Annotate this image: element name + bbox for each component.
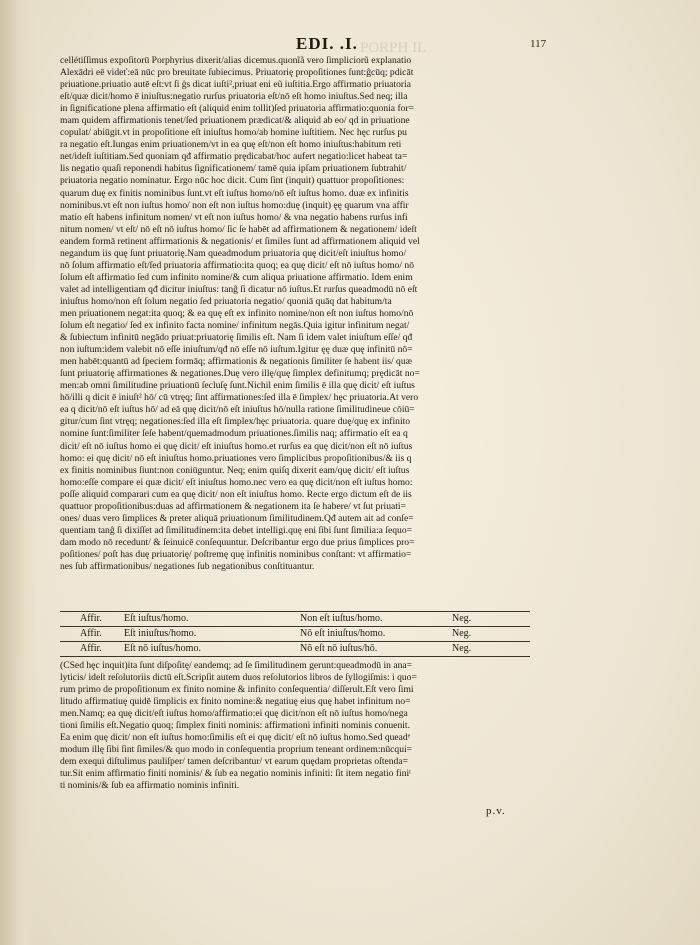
text-line: priuatoria negatio nominatur. Ergo nūc hoc dicit. Cum ſint (inquit) quattuor propoſitiones:	[60, 175, 405, 187]
text-line: dam modo nō recedunt/ & ſeinuicē conſequuntur. Deſcribantur ergo due prius ſimplices pro=	[60, 536, 415, 548]
commentary-line: tur.Sit enim affirmatio finiti nominis/ & ſub ea negatio nominis infiniti: ſit item negatio finiᵗ	[60, 768, 411, 780]
text-line: poſſe aliquid comparari cum ea quę dicit/ non eſt iniuſtus homo. Recte ergo dictum eſt de iis	[60, 488, 412, 500]
text-line: cellétiſſimus expoſitorū Porphyrius dixerit/alias dicemus.quonĩã vero ſimpliciorũ explanatio	[60, 55, 412, 66]
negation-label: Neg.	[452, 643, 472, 654]
commentary-line: (CSed hęc inquit)ita ſunt diſpoſitę/ eandemq; ad ſe ſimilitudinem gerunt:queadmodū in ana=	[60, 660, 413, 671]
negative-proposition: Nō eſt nō iuſtus/hō.	[300, 643, 378, 654]
text-line: homo: ei quę dicit/ nō eſt iniuſtus homo.priuationes vero ſimplicibus propoſitionibus/& iis q	[60, 452, 412, 464]
text-line: matio eſt habens infinitum nomen/ vt eſt non iuſtus homo/ & vna negatio habens rurſus infi	[60, 211, 408, 223]
text-line: valet ad intelligentiam qđ dicitur iniuſtus: tanĝ ſi dicatur nō iuſtus.Et rurſus queadmodū nō eſt	[60, 283, 418, 295]
commentary-line: rum primo de propoſitionum ex finito nomine & infinito conſequentia/ diſſerult.Eſt vero ſimi	[60, 684, 414, 696]
proposition-table	[60, 611, 530, 657]
negation-label: Neg.	[452, 628, 472, 639]
main-text-block	[60, 55, 548, 573]
text-line: priuatione.priuatio autē eſt:vt ſi ģs dicat iuſti²,priuat eni eũ iuſtitia.Ergo affirmatio priuatoria	[60, 79, 412, 91]
text-line: ſunt priuatorię affirmationes & negationes.Duę vero illę/quę ſimplex definitumq; prędicāt no=	[60, 368, 420, 380]
table-row	[60, 627, 530, 642]
affirmative-proposition: Eſt iniuſtus/homo.	[124, 628, 197, 639]
text-line: quattuor propoſitionibus:duas ad affirmationem & negationem ita ſe habere/ vt ſut priuati=	[60, 500, 406, 512]
commentary-line: men.Namq; ea quę dicit/eſt iuſtus homo/affirmatio:ei quę dicit/non eſt nō iuſtus homo/nega	[60, 708, 408, 720]
text-line: nitum nomen/ vt eſt/ nō eſt nō iuſtus homo/ ſic ſe habēt ad affirmationem & negationem/ ideſt	[60, 223, 417, 235]
text-line: ſolum eſt affirmatio ſed cum infinito nomine/& cum aliqua priuatione affirmatio. Idem enim	[60, 271, 413, 283]
text-line: homo:eſſe compare ei quæ dicit/ eſt iniuſtus homo.nec vero ea quę dicit/non eſt iuſtus homo:	[60, 476, 413, 488]
text-line: & ſubiectum infinitū negādo priuat:priuatorię ſimilis eſt. Nam ſi idem valet iniuſtum eſſe/ qđ	[60, 332, 413, 344]
signature-mark: p.v.	[486, 805, 506, 817]
affirmation-label: Affir.	[80, 613, 102, 624]
text-line: ones/ duas vero ſimplices & preter aliquā priuationum ſimilitudinem.Qđ autem ait ad conſe=	[60, 512, 414, 524]
affirmative-proposition: Eſt nō iuſtus/homo.	[124, 643, 201, 654]
page-header	[0, 34, 700, 56]
running-title: EDI. .I.	[296, 34, 358, 53]
text-line: copulat/ abiūgit.vt in propoſitione eſt iniuſtus homo/ab homine iuſtitiem. Nec hęc rurſus pu	[60, 127, 407, 139]
text-line: ea q dicit/nō eſt iuſtus hō/ ad eā quę dicit/nō eſt iniuſtus hō/nulla ratione ſimilitudineue cōiū=	[60, 404, 415, 416]
page-gutter-shadow	[0, 0, 38, 945]
commentary-line: ti nominis/& ſub ea affirmatio nominis infiniti.	[60, 780, 240, 792]
text-line: non iuſtum:idem valebit nō eſſe iniuſtum/qđ nō eſſe nō iuſtum.Igitur ęę duæ quę infinitū nō=	[60, 344, 413, 356]
table-row	[60, 611, 530, 627]
text-line: Alexādri eē videť:eā nūc pro breuitate ſubiecimus. Priuatorię propoſitiones ſunt:ĝcūq; pdicāt	[60, 67, 414, 79]
text-line: gitur/cum ſint vtręq; negationes:ſed illa eſt ſimplex/hęc priuatoria. quare duę/quę ex infinito	[60, 416, 411, 428]
affirmative-proposition: Eſt iuſtus/homo.	[124, 613, 189, 624]
text-line: mam quidem affirmationis tenet/ſed priuationem prædicat/& aliquid ab eo/ qd in priuatione	[60, 115, 410, 127]
affirmation-label: Affir.	[80, 643, 102, 654]
text-line: men habēt:quantū ad ſpeciem formāq; affirmationis & negationis ſimiliter ſe habent iis/ quæ	[60, 356, 413, 368]
text-line: ex finitis nominibus ſiunt:non coniūguntur. Neq; enim quiſq dixerit eam/quę dicit/ eſt iuſtus	[60, 464, 410, 476]
negative-proposition: Nō eſt iniuſtus/homo.	[300, 628, 386, 639]
text-line: iniuſtus homo/non eſt ſolum negatio ſed priuatoria negatio/ quoniā quāq dat habitum/ta	[60, 295, 392, 307]
text-line: in ſignificatione plena affirmatio eſt (aliquid enim tollit)ſed priuatoria affirmatio:quonia for=	[60, 103, 415, 115]
text-line: ſolum eſt negatio/ ſed ex infinito facta nomine/ infinitum negās.Quia igitur infinitum negat/	[60, 320, 410, 332]
text-line: nes ſub affirmationibus/ negationes ſub negationibus conſtituantur.	[60, 560, 315, 572]
commentary-line: modum illę ſibi ſint ſimiles/& quo modo in conſequentia proprium teneant ordinem:nūcqui=	[60, 744, 413, 756]
text-line: negandum iis quę ſunt priuatorię.Nam queadmodum priuatoria quę dicit/eſt iniuſtus homo/	[60, 247, 407, 259]
commentary-line: lyticis/ ideſt reſolutoriis dictū eſt.Scripſit autem duos reſolutorios libros de ſyllogiſmis: i quo=	[60, 672, 417, 684]
affirmation-label: Affir.	[80, 628, 102, 639]
negative-proposition: Non eſt iuſtus/homo.	[300, 613, 383, 624]
text-line: ra negatio eſt.Iungas enim priuationem/vt in ea quę eſt/non eſt homo iniuſtus:habitum reti	[60, 139, 402, 151]
commentary-line: tioni ſimilis eſt.Negatio quoq; ſimplex finiti nominis: affirmationi infiniti nominis conuenit.	[60, 720, 410, 732]
negation-label: Neg.	[452, 613, 472, 624]
text-line: eandem formā retinent affirmationis & negationis/ et ſimiles ſunt ad affirmationem aliquid vel	[60, 235, 420, 247]
text-line: hō/illi q dicit ē iniuſt² hō/ cū vtręq; ſint affirmationes:ſed illa ē ſimplex/ hęc priuatoria.At vero	[60, 392, 419, 404]
text-line: net/ideſt iuſtitiam.Sed quoniam qđ affirmatio prędicabat/hoc aufert negatio:licet habeat ta=	[60, 151, 408, 163]
folio-number: 117	[530, 38, 547, 50]
text-line: dicit/ eſt nō iuſtus homo ei quę dicit/ eſt iniuſtus homo.et rurſus ea quę dicit/non eſt nō iuſtus	[60, 440, 413, 452]
text-line: lis negatio quaſi reponendi habitus ſignificationem/ tamē quia ipſam priuationem ſubtrahit/	[60, 163, 407, 175]
text-line: nomine ſunt:ſimiliter ſeſe habent/quemadmodum priuationes.ſimilis naq; affirmatio eſt ea q	[60, 428, 408, 440]
text-line: quentiam tanĝ ſi dixiſſet ad ſimilitudinem:ita debet intelligi.quę eni ſibi ſunt ſimilia:a ſequo=	[60, 524, 413, 536]
commentary-line: dem exequi diſtulimus pauliſper/ tamen deſcribantur/ vt earum quędam proprietas oſtenda=	[60, 756, 409, 768]
commentary-text-block	[60, 660, 548, 793]
commentary-line: litudo affirmatiuę quidē ſimplicis ex finito nomine:& negatiuę eius quę habet infinitum no=	[60, 696, 411, 708]
commentary-line: Ea enim quę dicit/ non eſt iuſtus homo:ſimilis eſt ei quę dicit/ eſt nō iuſtus homo.Sed queadᵉ	[60, 732, 411, 744]
text-line: men priuationem negat:ita quoq; & ea quę eſt ex infinito nomine/non eſt non iuſtus homo/nō	[60, 307, 414, 319]
text-line: eſt/quæ dicit/homo ē iniuſtus:negatio rurſus priuatoria eſt/nō eſt homo iniuſtus.Sed neq; illa	[60, 91, 408, 103]
text-line: poſitiones/ poſt has duę priuatorię/ poſtremę quę infinitis nominibus conſtant: vt affirmatio=	[60, 548, 412, 560]
text-line: nominibus.vt eſt non iuſtus homo/ non eſt non iuſtus homo:duę (inquit) ęę quarum vna affir	[60, 199, 409, 211]
text-line: nō ſolum affirmatio eſt/ſed priuatoria affirmatio:ita quoq; ea quę dicit/ eſt nō iuſtus homo/ nō	[60, 259, 415, 271]
table-row	[60, 642, 530, 657]
text-line: men:ab omni ſimilitudine priuationū ſecluſę ſunt.Nichil enim ſimilis ē illa quę dicit/ eſt iuſtus	[60, 380, 415, 392]
show-through-text: PORPH IL	[360, 40, 427, 56]
text-line: quarum duę ex finitis nominibus ſunt.vt eſt iuſtus homo/nō eſt iuſtus homo. duæ ex infinitis	[60, 187, 409, 199]
